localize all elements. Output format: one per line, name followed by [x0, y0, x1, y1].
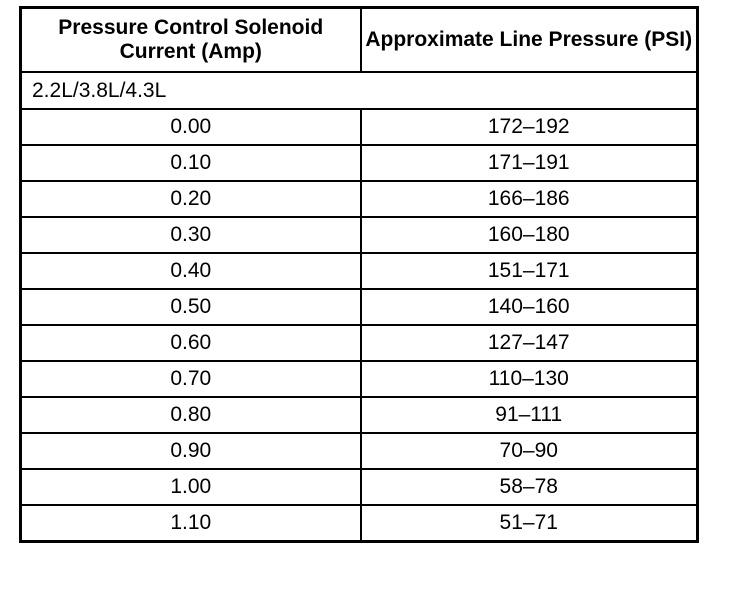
header-row: [21, 8, 698, 73]
current-cell: 0.80: [21, 397, 361, 433]
table-row: [21, 361, 698, 397]
table-row: [21, 505, 698, 542]
pressure-cell: 70–90: [361, 433, 698, 469]
table-row: [21, 109, 698, 145]
current-cell: 0.10: [21, 145, 361, 181]
pressure-cell: 58–78: [361, 469, 698, 505]
table-row: [21, 217, 698, 253]
current-cell: 0.40: [21, 253, 361, 289]
group-row: [21, 72, 698, 109]
engine-group-label: 2.2L/3.8L/4.3L: [21, 72, 698, 109]
header-pressure: Approximate Line Pressure (PSI): [361, 8, 698, 73]
table-row: [21, 325, 698, 361]
pressure-cell: 127–147: [361, 325, 698, 361]
pressure-cell: 51–71: [361, 505, 698, 542]
pressure-cell: 160–180: [361, 217, 698, 253]
table-row: [21, 181, 698, 217]
table-row: [21, 469, 698, 505]
table-row: [21, 289, 698, 325]
current-cell: 0.30: [21, 217, 361, 253]
current-cell: 0.90: [21, 433, 361, 469]
current-cell: 0.70: [21, 361, 361, 397]
current-cell: 0.20: [21, 181, 361, 217]
table-row: [21, 145, 698, 181]
pressure-cell: 166–186: [361, 181, 698, 217]
header-current: Pressure Control Solenoid Current (Amp): [21, 8, 361, 73]
pressure-cell: 110–130: [361, 361, 698, 397]
current-cell: 1.10: [21, 505, 361, 542]
pressure-table: [19, 6, 699, 543]
table-row: [21, 397, 698, 433]
current-cell: 0.60: [21, 325, 361, 361]
pressure-cell: 171–191: [361, 145, 698, 181]
current-cell: 0.50: [21, 289, 361, 325]
table-row: [21, 253, 698, 289]
current-cell: 0.00: [21, 109, 361, 145]
table-row: [21, 433, 698, 469]
current-cell: 1.00: [21, 469, 361, 505]
pressure-cell: 172–192: [361, 109, 698, 145]
pressure-cell: 151–171: [361, 253, 698, 289]
pressure-cell: 140–160: [361, 289, 698, 325]
pressure-cell: 91–111: [361, 397, 698, 433]
